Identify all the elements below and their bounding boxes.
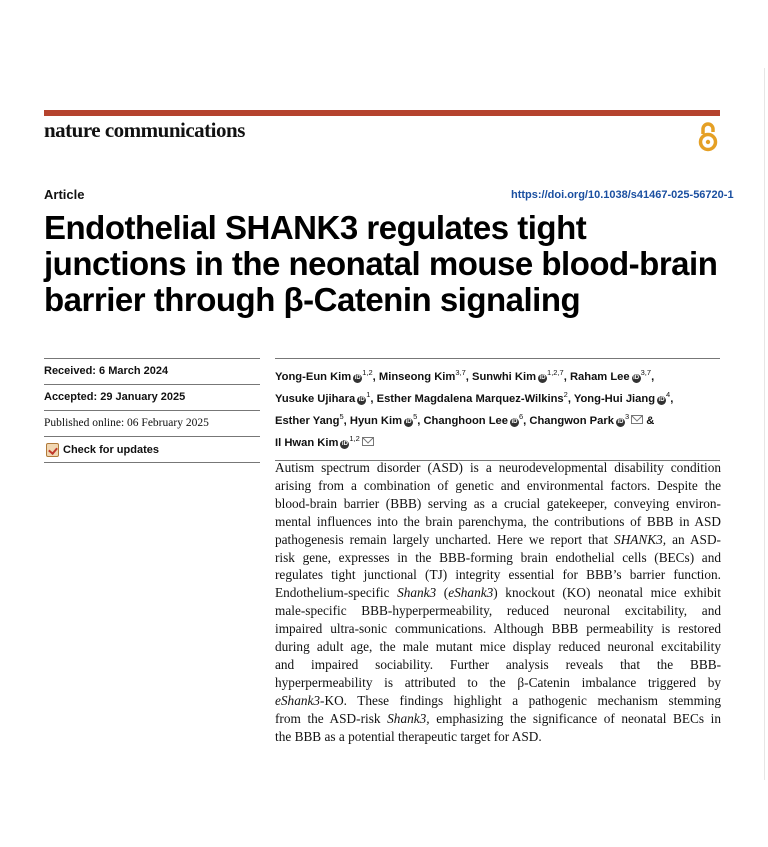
author-separator: , bbox=[343, 415, 347, 427]
journal-name: nature communications bbox=[44, 118, 245, 142]
abstract-text: male-specific BBB-hyperpermeability, reduced neuronal excitability, and bbox=[275, 603, 721, 619]
abstract-line bbox=[275, 513, 721, 531]
author[interactable] bbox=[376, 390, 571, 405]
orcid-icon[interactable]: iD bbox=[358, 397, 365, 403]
author-name: Yusuke Ujihara bbox=[275, 393, 356, 405]
abstract-text: arising from a combination of genetic and environmental factors. Despite the bbox=[275, 477, 721, 493]
author[interactable] bbox=[529, 412, 655, 427]
abstract-line bbox=[275, 638, 721, 656]
author-affiliation: 2 bbox=[563, 390, 568, 399]
author[interactable] bbox=[573, 390, 674, 405]
author-name: Sunwhi Kim bbox=[472, 371, 537, 383]
abstract-line bbox=[275, 620, 721, 638]
abstract-italic-text: eShank3 bbox=[275, 692, 321, 708]
author-separator: , bbox=[372, 371, 376, 383]
abstract-italic-text: eShank3 bbox=[448, 585, 494, 601]
author[interactable] bbox=[472, 368, 567, 383]
page-edge-line bbox=[764, 68, 765, 780]
journal-header-bar bbox=[44, 110, 720, 116]
abstract-line bbox=[275, 477, 721, 495]
abstract-italic-text: Shank3 bbox=[397, 585, 437, 601]
abstract-line bbox=[275, 692, 721, 710]
abstract-text: and impaired sociability. Further analysis reveals that the BBB- bbox=[275, 656, 721, 672]
author-name: Minseong Kim bbox=[378, 371, 456, 383]
author-affiliation: 3 bbox=[624, 412, 630, 421]
abstract-text: hyperpermeability is attributed to the β-Catenin imbalance triggered by bbox=[275, 674, 721, 690]
abstract-text: ( bbox=[436, 585, 449, 601]
abstract-text: ) knockout (KO) neonatal mice exhibit bbox=[493, 585, 721, 601]
article-dates bbox=[44, 358, 260, 463]
orcid-icon[interactable]: iD bbox=[633, 375, 640, 381]
abstract-text: the BBB as a potential therapeutic target for ASD. bbox=[275, 728, 542, 744]
author[interactable] bbox=[569, 368, 655, 383]
abstract bbox=[275, 459, 721, 746]
abstract-line bbox=[275, 495, 721, 513]
check-for-updates-icon bbox=[46, 443, 59, 457]
abstract-line bbox=[275, 531, 721, 549]
author[interactable] bbox=[378, 368, 469, 383]
author-name: Il Hwan Kim bbox=[275, 437, 339, 449]
author-separator: & bbox=[643, 415, 655, 427]
abstract-line bbox=[275, 728, 721, 746]
orcid-icon[interactable]: iD bbox=[617, 419, 624, 425]
abstract-text: blood-brain barrier (BBB) serving as a crucial gatekeeper, conveying environ- bbox=[275, 495, 721, 511]
abstract-text: Autism spectrum disorder (ASD) is a neurodevelopmental disability condition bbox=[275, 460, 721, 475]
abstract-text: during adult age, the male mutant mice display reduced neuronal excitability bbox=[275, 639, 721, 655]
author-separator: , bbox=[563, 371, 567, 383]
abstract-text: risk gene, expresses in the BBB-forming brain endothelial cells (BECs) and bbox=[275, 549, 721, 565]
author-name: Yong-Hui Jiang bbox=[573, 393, 656, 405]
orcid-icon[interactable]: iD bbox=[511, 419, 518, 425]
author[interactable] bbox=[349, 412, 421, 427]
author[interactable] bbox=[275, 368, 376, 383]
accepted-date: Accepted: 29 January 2025 bbox=[44, 384, 260, 410]
mail-icon[interactable] bbox=[362, 437, 374, 446]
abstract-text: mental influences into the brain parenchyma, the contributions of BBB in ASD bbox=[275, 513, 721, 529]
title-line: Endothelial SHANK3 regulates tight bbox=[44, 209, 587, 246]
open-access-icon[interactable] bbox=[697, 121, 719, 153]
author-affiliation: 6 bbox=[519, 412, 524, 421]
author[interactable] bbox=[275, 390, 374, 405]
author-separator: , bbox=[417, 415, 421, 427]
check-for-updates-button[interactable] bbox=[44, 436, 260, 463]
author-separator: , bbox=[523, 415, 527, 427]
abstract-text: an ASD- bbox=[666, 531, 721, 547]
doi-link[interactable]: https://doi.org/10.1038/s41467-025-56720-1 bbox=[511, 189, 734, 201]
title-line: barrier through β-Catenin signaling bbox=[44, 281, 581, 318]
author[interactable] bbox=[275, 434, 374, 449]
abstract-text: regulates tight junctional (TJ) integrity essential for BBB’s barrier function. bbox=[275, 567, 721, 583]
abstract-line bbox=[275, 459, 721, 477]
author-affiliation: 1 bbox=[366, 390, 371, 399]
mail-icon[interactable] bbox=[631, 415, 643, 424]
author-separator: , bbox=[670, 393, 674, 405]
article-title bbox=[44, 210, 734, 318]
author[interactable] bbox=[275, 412, 347, 427]
author-name: Hyun Kim bbox=[349, 415, 403, 427]
author-affiliation: 1,2 bbox=[349, 434, 360, 443]
author-separator: , bbox=[370, 393, 374, 405]
abstract-line bbox=[275, 656, 721, 674]
author-affiliation: 4 bbox=[666, 390, 671, 399]
author-affiliation: 5 bbox=[339, 412, 344, 421]
orcid-icon[interactable]: iD bbox=[539, 375, 546, 381]
author-name: Yong-Eun Kim bbox=[275, 371, 352, 383]
abstract-line bbox=[275, 602, 721, 620]
author-list bbox=[275, 358, 720, 452]
abstract-text: impaired ultra-sonic communications. Although BBB permeability is restored bbox=[275, 621, 721, 637]
abstract-text: -KO. These findings highlight a pathogenic mechanism stemming bbox=[320, 692, 721, 708]
author[interactable] bbox=[423, 412, 527, 427]
abstract-italic-text: Shank3, bbox=[387, 710, 430, 726]
abstract-text: emphasizing the significance of neonatal BECs in bbox=[429, 710, 721, 726]
abstract-line bbox=[275, 549, 721, 567]
orcid-icon[interactable]: iD bbox=[658, 397, 665, 403]
orcid-icon[interactable]: iD bbox=[354, 375, 361, 381]
abstract-text: Endothelium-specific bbox=[275, 585, 398, 601]
author-affiliation: 3,7 bbox=[455, 368, 466, 377]
author-name: Changwon Park bbox=[529, 415, 614, 427]
author-name: Esther Magdalena Marquez-Wilkins bbox=[376, 393, 564, 405]
abstract-italic-text: SHANK3, bbox=[614, 531, 667, 547]
author-affiliation: 5 bbox=[413, 412, 418, 421]
title-line: junctions in the neonatal mouse blood-brain bbox=[44, 245, 718, 282]
author-name: Esther Yang bbox=[275, 415, 340, 427]
author-separator: , bbox=[651, 371, 655, 383]
abstract-text: from the ASD-risk bbox=[275, 710, 388, 726]
abstract-line bbox=[275, 674, 721, 692]
abstract-line bbox=[275, 584, 721, 602]
author-separator: , bbox=[465, 371, 469, 383]
author-name: Changhoon Lee bbox=[423, 415, 508, 427]
article-type: Article bbox=[44, 187, 85, 202]
orcid-icon[interactable]: iD bbox=[405, 419, 412, 425]
abstract-line bbox=[275, 710, 721, 728]
author-affiliation: 1,2 bbox=[362, 368, 373, 377]
author-separator: , bbox=[567, 393, 571, 405]
author-name: Raham Lee bbox=[569, 371, 630, 383]
orcid-icon[interactable]: iD bbox=[341, 441, 348, 447]
abstract-text: pathogenesis remain largely uncharted. Here we report that bbox=[275, 531, 615, 547]
author-affiliation: 3,7 bbox=[640, 368, 652, 377]
published-date: Published online: 06 February 2025 bbox=[44, 410, 260, 436]
received-date: Received: 6 March 2024 bbox=[44, 358, 260, 384]
abstract-line bbox=[275, 566, 721, 584]
check-for-updates-label: Check for updates bbox=[63, 443, 159, 456]
author-affiliation: 1,2,7 bbox=[547, 368, 564, 377]
